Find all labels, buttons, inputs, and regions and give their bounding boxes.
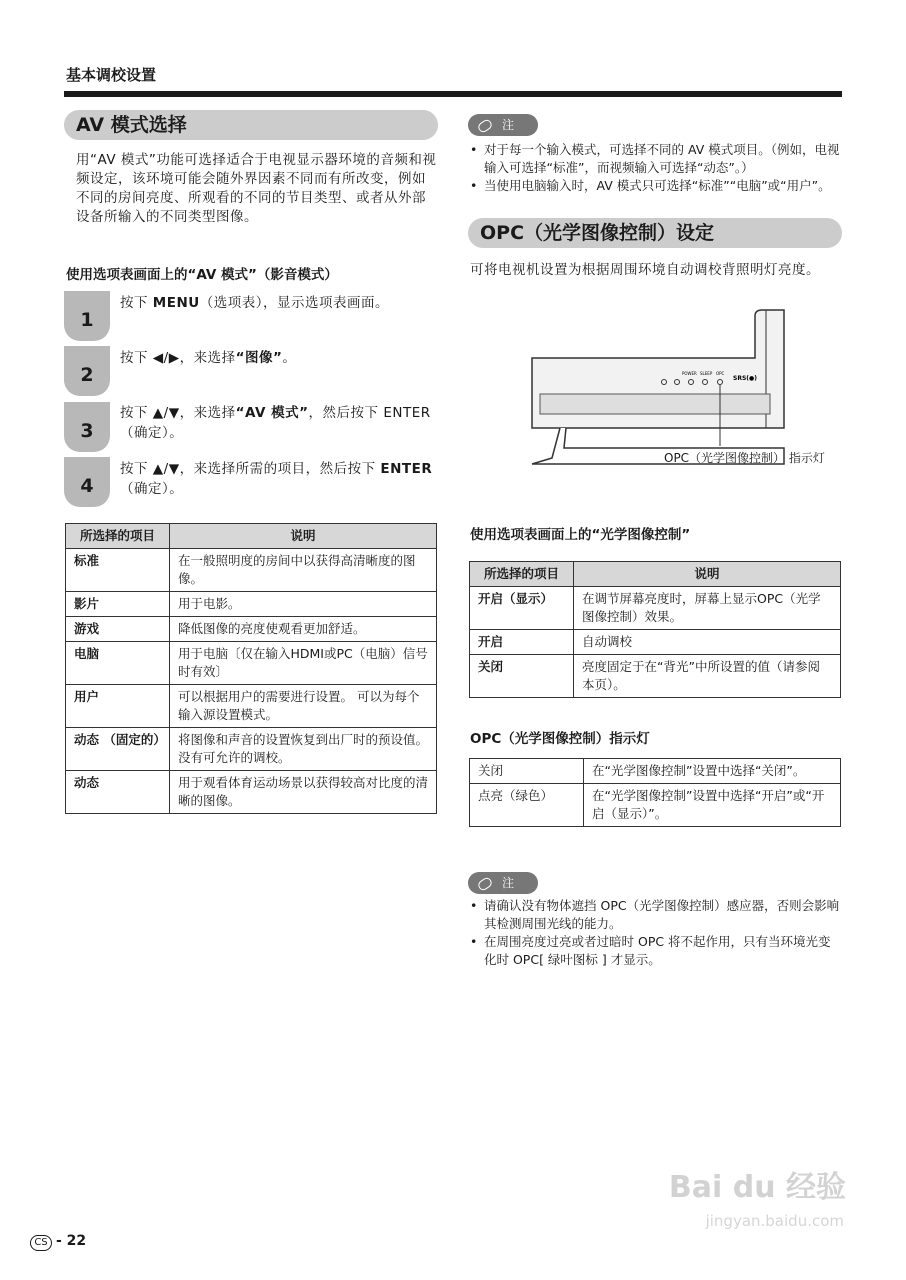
list-item: • 在周围亮度过亮或者过暗时 OPC 将不起作用，只有当环境光变化时 OPC[ 绿叶图标 ] 才显示。: [470, 933, 842, 969]
table-header-row: [66, 524, 437, 549]
table-header-row: [470, 562, 841, 587]
av-mode-subhead: 使用选项表画面上的“AV 模式”（影音模式）: [66, 267, 338, 283]
table-row: [470, 587, 841, 630]
table-row: [66, 685, 437, 728]
av-mode-title: AV 模式选择: [76, 114, 187, 136]
table-cell: 动态 （固定的）: [66, 728, 170, 771]
note-icon: [476, 875, 493, 891]
table-cell: 在调节屏幕亮度时，屏幕上显示OPC（光学图像控制）效果。: [574, 587, 841, 630]
opc-indicator-subhead: OPC（光学图像控制）指示灯: [470, 731, 650, 747]
page-number: - 22: [56, 1233, 87, 1249]
step-3-key: “AV 模式”: [235, 405, 309, 421]
table-row: [66, 771, 437, 814]
table-row: [470, 655, 841, 698]
table-row: [470, 784, 841, 827]
table-row: [66, 728, 437, 771]
table-cell: 关闭: [470, 655, 574, 698]
step-2-key: “图像”: [235, 350, 283, 366]
step-3-pre: 按下 ▲/▼，来选择: [120, 405, 236, 421]
step-1-badge: 1: [64, 299, 110, 341]
av-mode-intro: 用“AV 模式”功能可选择适合于电视显示器环境的音频和视频设定，该环境可能会随外界因素不同而有所改变，例如不同的房间亮度、所观看的不同的节目类型、或者从外部设备所输入的不同类型图像。: [76, 152, 437, 225]
tv-illustration: [530, 308, 850, 468]
tv-speaker-bar: [540, 394, 770, 414]
table-cell: 点亮（绿色）: [470, 784, 584, 827]
table-cell: 用于电影。: [170, 592, 437, 617]
list-item: • 对于每一个输入模式，可选择不同的 AV 模式项目。（例如，电视输入可选择“标准”，而视频输入可选择“动态”。）: [470, 141, 842, 177]
table-cell: 游戏: [66, 617, 170, 642]
watermark-url: jingyan.baidu.com: [705, 1212, 844, 1230]
table-cell: 在“光学图像控制”设置中选择“开启”或“开启（显示）”。: [584, 784, 841, 827]
opc-title: OPC（光学图像控制）设定: [480, 222, 715, 244]
table-cell: 用于观看体育运动场景以获得较高对比度的清晰的图像。: [170, 771, 437, 814]
table-cell: 可以根据用户的需要进行设置。 可以为每个输入源设置模式。: [170, 685, 437, 728]
step-3-text: [120, 403, 438, 443]
step-2-post: 。: [282, 350, 297, 366]
step-4-text: [120, 459, 438, 499]
step-1-post: （选项表），显示选项表画面。: [199, 295, 389, 311]
table-header: 说明: [574, 562, 841, 587]
step-1-text: [120, 293, 438, 313]
table-cell: 开启: [470, 630, 574, 655]
note-2-list: [470, 897, 842, 969]
step-1-key: MENU: [152, 295, 200, 311]
step-1-pre: 按下: [120, 295, 153, 311]
list-item: • 请确认没有物体遮挡 OPC（光学图像控制）感应器，否则会影响其检测周围光线的能力。: [470, 897, 842, 933]
table-row: [66, 617, 437, 642]
list-item: • 当使用电脑输入时，AV 模式只可选择“标准”“电脑”或“用户”。: [470, 177, 842, 195]
table-cell: 开启（显示）: [470, 587, 574, 630]
note-tag-1: [468, 114, 538, 136]
table-header: 所选择的项目: [66, 524, 170, 549]
table-cell: 标准: [66, 549, 170, 592]
step-3-post: ，然后按下 ENTER（确定）。: [120, 405, 431, 441]
opc-table: [469, 561, 841, 698]
table-cell: 动态: [66, 771, 170, 814]
note-label: 注: [502, 118, 515, 132]
section-title: 基本调校设置: [66, 66, 157, 84]
table-cell: 在一般照明度的房间中以获得高清晰度的图像。: [170, 549, 437, 592]
table-cell: 电脑: [66, 642, 170, 685]
step-2-badge: 2: [64, 354, 110, 396]
note-tag-2: [468, 872, 538, 894]
step-2-text: [120, 348, 438, 368]
av-mode-table: [65, 523, 437, 814]
table-cell: 影片: [66, 592, 170, 617]
step-4-pre: 按下 ▲/▼，来选择所需的项目，然后按下: [120, 461, 381, 477]
step-3-badge: 3: [64, 410, 110, 452]
header-rule: [64, 91, 842, 97]
step-4-key: ENTER: [380, 461, 433, 477]
tv-brand-logo: SRS(●): [733, 375, 757, 382]
table-cell: 用于电脑〔仅在输入HDMI或PC（电脑）信号时有效〕: [170, 642, 437, 685]
step-2-pre: 按下 ◀/▶，来选择: [120, 350, 236, 366]
opc-indicator-table: [469, 758, 841, 827]
table-header: 说明: [170, 524, 437, 549]
note-1-list: [470, 141, 842, 195]
watermark-logo: Bai du 经验: [668, 1170, 846, 1205]
table-cell: 亮度固定于在“背光”中所设置的值（请参阅本页）。: [574, 655, 841, 698]
table-row: [470, 759, 841, 784]
table-cell: 用户: [66, 685, 170, 728]
step-4-post: （确定）。: [120, 481, 184, 497]
language-badge: CS: [30, 1235, 52, 1251]
table-cell: 降低图像的亮度使观看更加舒适。: [170, 617, 437, 642]
tv-sleep-label: SLEEP: [700, 371, 713, 376]
av-mode-heading: [64, 110, 438, 140]
tv-power-label: POWER: [682, 371, 697, 376]
opc-heading: [468, 218, 842, 248]
note-icon: [476, 117, 493, 133]
opc-callout-label: OPC（光学图像控制） 指示灯: [664, 451, 825, 465]
tv-opc-label: OPC: [716, 371, 725, 376]
table-cell: 关闭: [470, 759, 584, 784]
table-cell: 自动调校: [574, 630, 841, 655]
table-row: [66, 549, 437, 592]
table-row: [66, 592, 437, 617]
note-label: 注: [502, 876, 515, 890]
table-row: [470, 630, 841, 655]
table-cell: 在“光学图像控制”设置中选择“关闭”。: [584, 759, 841, 784]
step-4-badge: 4: [64, 465, 110, 507]
table-header: 所选择的项目: [470, 562, 574, 587]
page-footer: [30, 1233, 86, 1251]
table-row: [66, 642, 437, 685]
opc-subhead: 使用选项表画面上的“光学图像控制”: [470, 527, 691, 543]
table-cell: 将图像和声音的设置恢复到出厂时的预设值。没有可允许的调校。: [170, 728, 437, 771]
opc-intro: 可将电视机设置为根据周围环境自动调校背照明灯亮度。: [470, 262, 820, 278]
